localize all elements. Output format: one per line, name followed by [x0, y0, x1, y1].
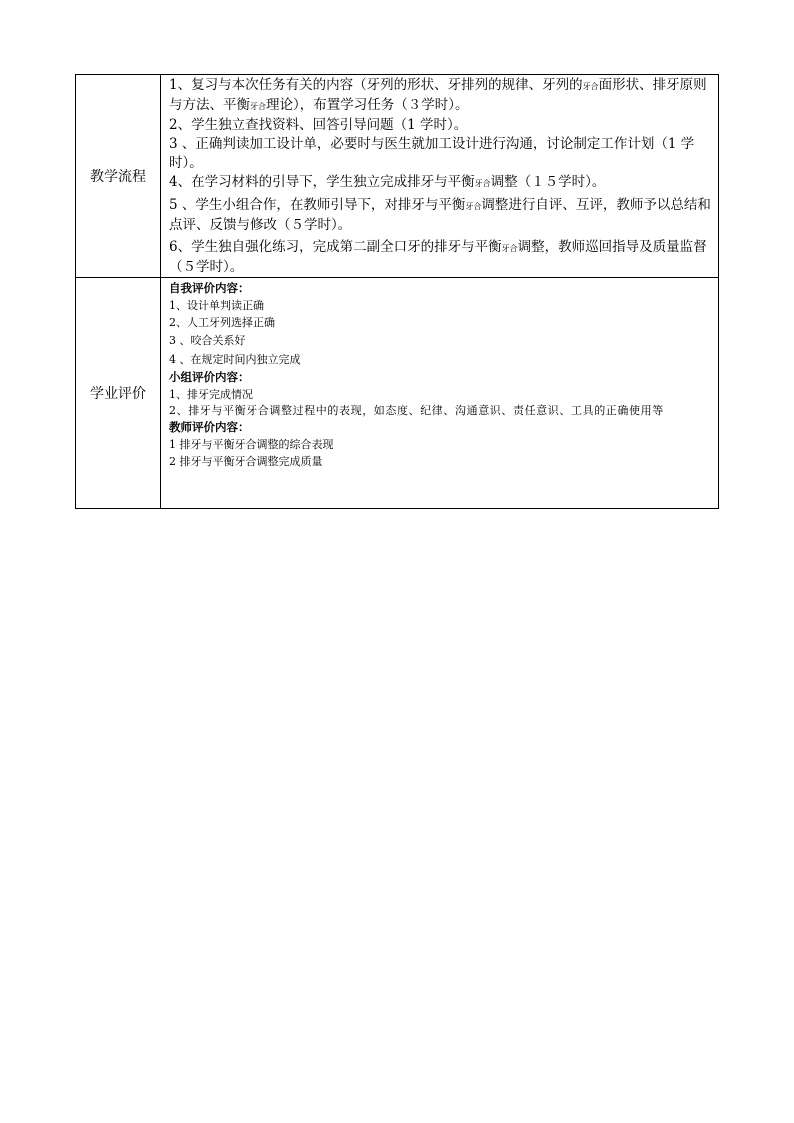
- self-eval-item: 2、人工牙列选择正确: [169, 316, 275, 329]
- process-step-6: 6、学生独自强化练习，完成第二副全口牙的排牙与平衡牙合调整，教师巡回指导及质量监督（５学时）。: [169, 239, 707, 275]
- table-row-teaching-process: [76, 75, 719, 278]
- self-eval-item: 4 、在规定时间内独立完成: [169, 353, 301, 366]
- academic-evaluation-content: [161, 278, 719, 509]
- teaching-process-content: [161, 75, 719, 278]
- group-eval-item: 1、排牙完成情况: [169, 388, 253, 401]
- row-label-teaching-process: 教学流程: [76, 75, 161, 278]
- process-step-4: 4、在学习材料的引导下，学生独立完成排牙与平衡牙合调整（１５学时）。: [169, 174, 606, 190]
- group-eval-heading: 小组评价内容：: [169, 370, 250, 384]
- self-eval-item: 3 、咬合关系好: [169, 334, 246, 347]
- table-row-academic-evaluation: [76, 278, 719, 509]
- group-eval-item: 2、排牙与平衡牙合调整过程中的表现，如态度、纪律、沟通意识、责任意识、工具的正确使用等: [169, 404, 664, 417]
- process-step-5: 5 、学生小组合作，在教师引导下，对排牙与平衡牙合调整进行自评、互评，教师予以总结和点评、反馈与修改（５学时）。: [169, 197, 711, 233]
- self-eval-heading: 自我评价内容：: [169, 281, 250, 295]
- teacher-eval-item: 2 排牙与平衡牙合调整完成质量: [169, 455, 323, 468]
- row-label-academic-evaluation: 学业评价: [76, 278, 161, 509]
- process-step-1: 1、复习与本次任务有关的内容（牙列的形状、牙排列的规律、牙列的牙合面形状、排牙原则与方法、平衡牙合理论），布置学习任务（３学时）。: [169, 77, 707, 113]
- process-step-3: 3 、正确判读加工设计单，必要时与医生就加工设计进行沟通，讨论制定工作计划（1 学时）。: [169, 136, 695, 171]
- teacher-eval-heading: 教师评价内容：: [169, 420, 250, 434]
- teacher-eval-item: 1 排牙与平衡牙合调整的综合表现: [169, 438, 334, 451]
- course-table: [75, 74, 719, 509]
- process-step-2: 2、学生独立查找资料、回答引导问题（1 学时）。: [169, 117, 468, 133]
- self-eval-item: 1、设计单判读正确: [169, 299, 264, 312]
